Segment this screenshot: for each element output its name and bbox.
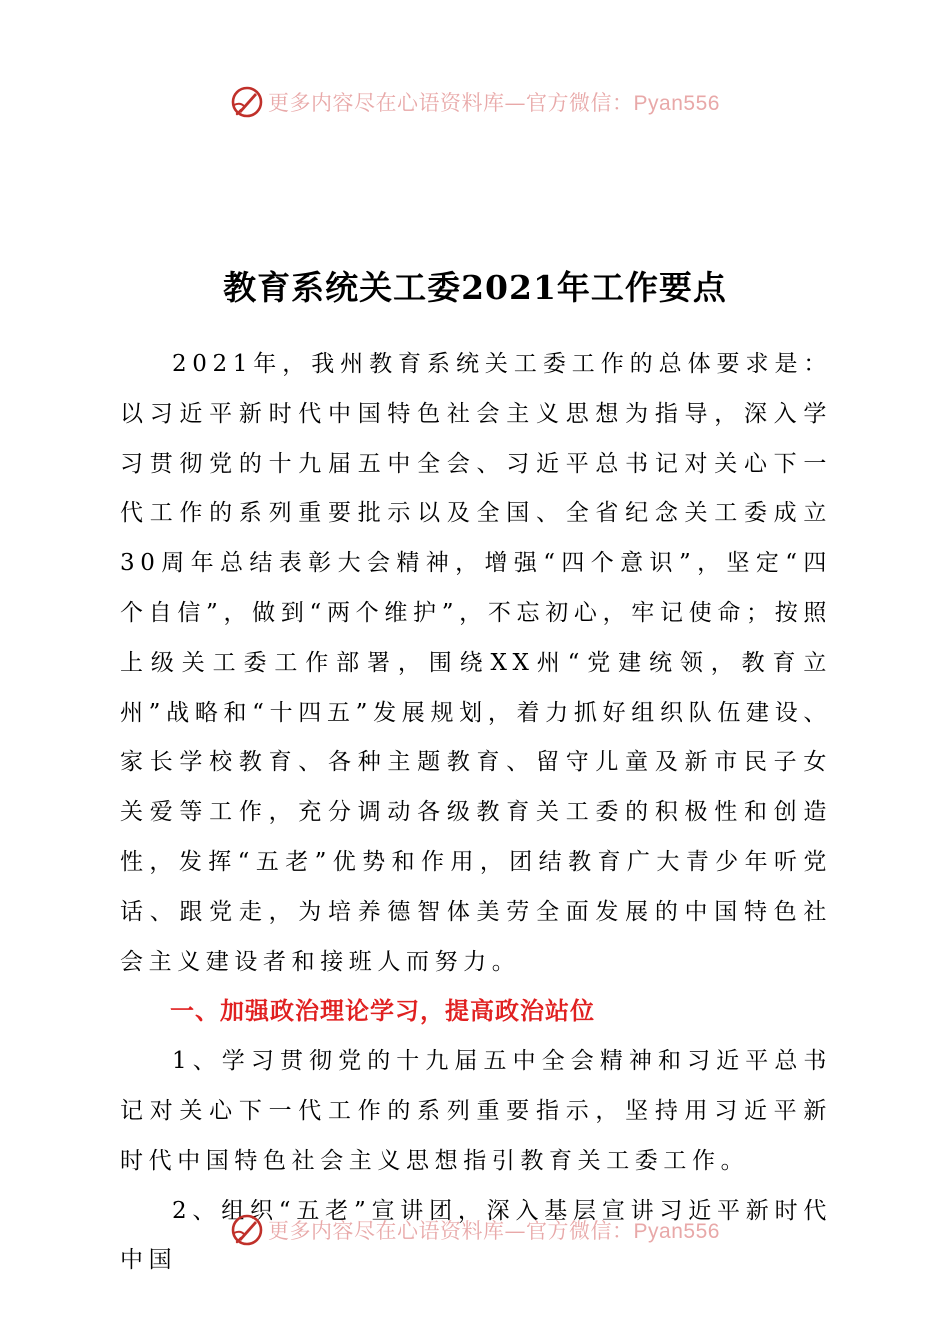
banner-wechat-handle: Pyan556 xyxy=(633,1220,720,1243)
banner-caption: 更多内容尽在心语资料库—官方微信： xyxy=(268,1219,634,1243)
header-banner xyxy=(0,82,950,122)
banner-text xyxy=(268,87,720,117)
banner-text xyxy=(268,1215,720,1245)
quill-pen-logo-icon xyxy=(230,85,264,119)
intro-paragraph: 2021年，我州教育系统关工委工作的总体要求是：以习近平新时代中国特色社会主义思想为指导，深入学习贯彻党的十九届五中全会、习近平总书记对关心下一代工作的系列重要批示以及全国、全省纪念关工委成立30周年总结表彰大会精神，增强“四个意识”，坚定“四个自信”，做到“两个维护”，不忘初心，牢记使命；按照上级关工委工作部署，围绕XX州“党建统领，教育立州”战略和“十四五”发展规划，着力抓好组织队伍建设、家长学校教育、各种主题教育、留守儿童及新市民子女关爱等工作，充分调动各级教育关工委的积极性和创造性，发挥“五老”优势和作用，团结教育广大青少年听党话、跟党走，为培养德智体美劳全面发展的中国特色社会主义建设者和接班人而努力。 xyxy=(120,351,832,975)
list-item-2: 2、组织“五老”宣讲团，深入基层宣讲习近平新时代中国 xyxy=(120,1197,832,1274)
quill-pen-logo-icon xyxy=(230,1213,264,1247)
document-title: 教育系统关工委2021年工作要点 xyxy=(223,268,727,307)
banner-wechat-handle: Pyan556 xyxy=(633,92,720,115)
section-heading-1: 一、加强政治理论学习，提高政治站位 xyxy=(170,997,595,1026)
banner-caption: 更多内容尽在心语资料库—官方微信： xyxy=(268,91,634,115)
list-item-1: 1、学习贯彻党的十九届五中全会精神和习近平总书记对关心下一代工作的系列重要指示，坚持用习近平新时代中国特色社会主义思想指引教育关工委工作。 xyxy=(120,1048,832,1174)
document-body xyxy=(120,340,832,1286)
footer-banner xyxy=(0,1210,950,1250)
